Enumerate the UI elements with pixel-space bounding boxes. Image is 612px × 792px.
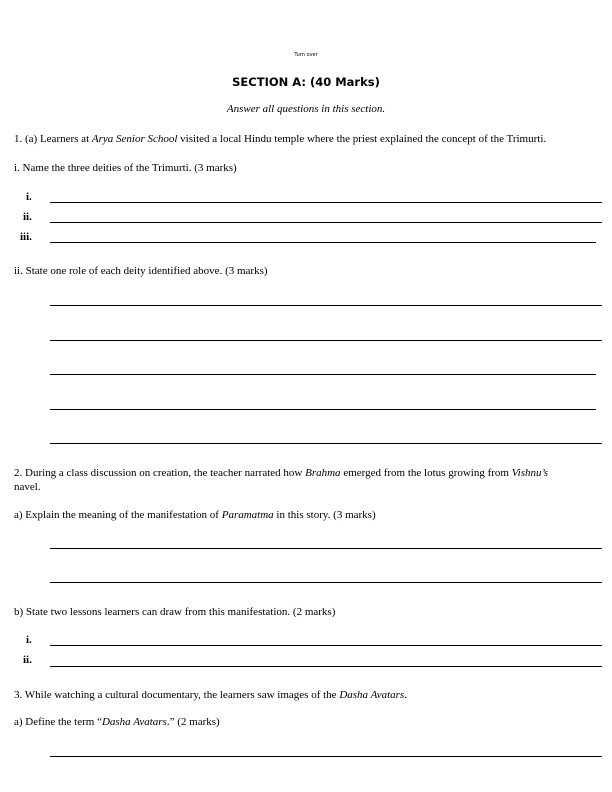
question-2-part-b: b) State two lessons learners can draw from this manifestation. (2 marks) xyxy=(14,606,336,618)
section-instruction: Answer all questions in this section. xyxy=(226,103,386,115)
question-2-part-a-text-a: a) Explain the meaning of the manifestation of xyxy=(14,509,222,521)
answer-line[interactable] xyxy=(50,409,596,410)
term-dasha-avatars: Dasha Avatars xyxy=(339,689,405,701)
answer-numeral: ii. xyxy=(23,211,32,223)
answer-numeral: i. xyxy=(26,191,32,203)
question-3-intro-text-a: 3. While watching a cultural documentary, the learners saw images of the xyxy=(14,689,340,701)
question-3-part-a-text-b: .” (2 marks) xyxy=(166,716,220,728)
answer-numeral: iii. xyxy=(20,231,32,243)
question-2-part-a-text-b: in this story. (3 marks) xyxy=(273,509,376,521)
question-2-intro-text-b: emerged from the lotus growing from xyxy=(340,467,512,479)
question-3-intro-text-b: . xyxy=(404,689,407,701)
question-1-intro-text-a: 1. (a) Learners at xyxy=(14,133,92,145)
turn-over-note: Turn over xyxy=(294,52,318,58)
question-3-part-a xyxy=(14,716,220,728)
question-2-part-a xyxy=(14,509,376,521)
answer-line[interactable] xyxy=(50,645,602,646)
answer-numeral: ii. xyxy=(23,654,32,666)
answer-line[interactable] xyxy=(50,340,602,341)
question-2-intro-text-a: 2. During a class discussion on creation, the teacher narrated how xyxy=(14,467,306,479)
answer-line[interactable] xyxy=(50,582,602,583)
question-1-intro xyxy=(14,133,546,145)
answer-line[interactable] xyxy=(50,443,602,444)
term-dasha-avatars-definition: Dasha Avatars xyxy=(101,716,167,728)
question-3-intro xyxy=(14,689,407,701)
question-1-part-i: i. Name the three deities of the Trimurti. (3 marks) xyxy=(14,162,237,174)
question-1-intro-text-b: visited a local Hindu temple where the priest explained the concept of the Trimurti. xyxy=(177,133,547,145)
question-3-part-a-text-a: a) Define the term “ xyxy=(14,716,102,728)
answer-line[interactable] xyxy=(50,548,602,549)
answer-line[interactable] xyxy=(50,305,602,306)
school-name: Arya Senior School xyxy=(91,133,178,145)
answer-line[interactable] xyxy=(50,222,602,223)
section-title: SECTION A: (40 Marks) xyxy=(232,75,380,89)
deity-brahma: Brahma xyxy=(305,467,341,479)
deity-vishnu: Vishnu’s xyxy=(511,467,549,479)
question-2-intro-continued: navel. xyxy=(14,481,41,493)
answer-numeral: i. xyxy=(26,634,32,646)
answer-line[interactable] xyxy=(50,756,602,757)
answer-line[interactable] xyxy=(50,202,602,203)
answer-line[interactable] xyxy=(50,666,602,667)
question-1-part-ii: ii. State one role of each deity identified above. (3 marks) xyxy=(14,265,268,277)
question-2-intro xyxy=(14,467,548,479)
term-paramatma: Paramatma xyxy=(221,509,274,521)
answer-line[interactable] xyxy=(50,242,596,243)
answer-line[interactable] xyxy=(50,374,596,375)
